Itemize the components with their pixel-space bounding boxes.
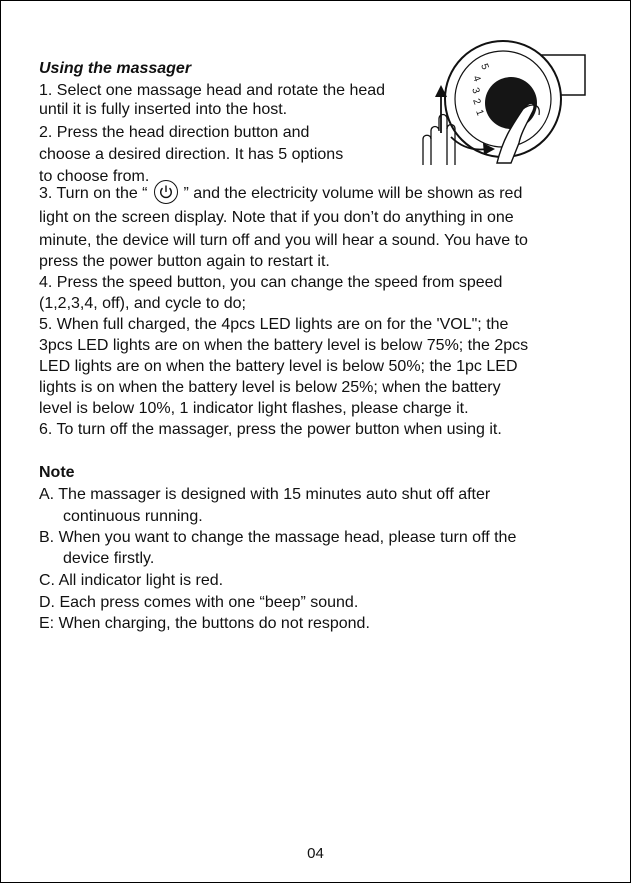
step-text: 3. Turn on the “ — [39, 185, 148, 203]
step-line: 1. Select one massage head and rotate the head — [39, 82, 386, 99]
step-line: 4. Press the speed button, you can change the speed from speed — [39, 274, 503, 291]
note-line: device firstly. — [63, 550, 155, 567]
step-line: lights is on when the battery level is below 25%; when the battery — [39, 379, 501, 396]
dial-number: 3 — [469, 86, 482, 96]
massager-dial-illustration — [411, 39, 591, 169]
step-line: 5. When full charged, the 4pcs LED lights are on for the 'VOL"; the — [39, 316, 509, 333]
step-line: to choose from. — [39, 168, 150, 185]
dial-number: 4 — [470, 74, 483, 84]
step-line: (1,2,3,4, off), and cycle to do; — [39, 295, 246, 312]
section-title: Using the massager — [39, 60, 192, 77]
step-line: 3pcs LED lights are on when the battery level is below 75%; the 2pcs — [39, 337, 529, 354]
note-title: Note — [39, 464, 75, 481]
note-line: A. The massager is designed with 15 minutes auto shut off after — [39, 486, 491, 503]
step-line: minute, the device will turn off and you will hear a sound. You have to — [39, 232, 528, 249]
page-number: 04 — [307, 845, 324, 862]
step-text: ” and the electricity volume will be shown as red — [183, 185, 523, 203]
step-line: LED lights are on when the battery level is below 50%; the 1pc LED — [39, 358, 518, 375]
note-line: E: When charging, the buttons do not respond. — [39, 615, 370, 632]
power-icon — [154, 180, 178, 204]
dial-number: 1 — [473, 108, 486, 118]
dial-number: 5 — [478, 62, 491, 72]
step-line: level is below 10%, 1 indicator light flashes, please charge it. — [39, 400, 469, 417]
step-line: press the power button again to restart it. — [39, 253, 330, 270]
note-line: continuous running. — [63, 508, 203, 525]
step-3-line — [39, 184, 522, 204]
dial-number: 2 — [470, 97, 483, 107]
note-line: D. Each press comes with one “beep” sound. — [39, 594, 359, 611]
step-line: 6. To turn off the massager, press the power button when using it. — [39, 421, 502, 438]
note-line: C. All indicator light is red. — [39, 572, 224, 589]
step-line: 2. Press the head direction button and — [39, 124, 310, 141]
hand-icon — [431, 115, 447, 166]
step-line: light on the screen display. Note that if you don’t do anything in one — [39, 209, 514, 226]
note-line: B. When you want to change the massage head, please turn off the — [39, 529, 517, 546]
step-line: until it is fully inserted into the host. — [39, 101, 288, 118]
step-line: choose a desired direction. It has 5 options — [39, 146, 344, 163]
